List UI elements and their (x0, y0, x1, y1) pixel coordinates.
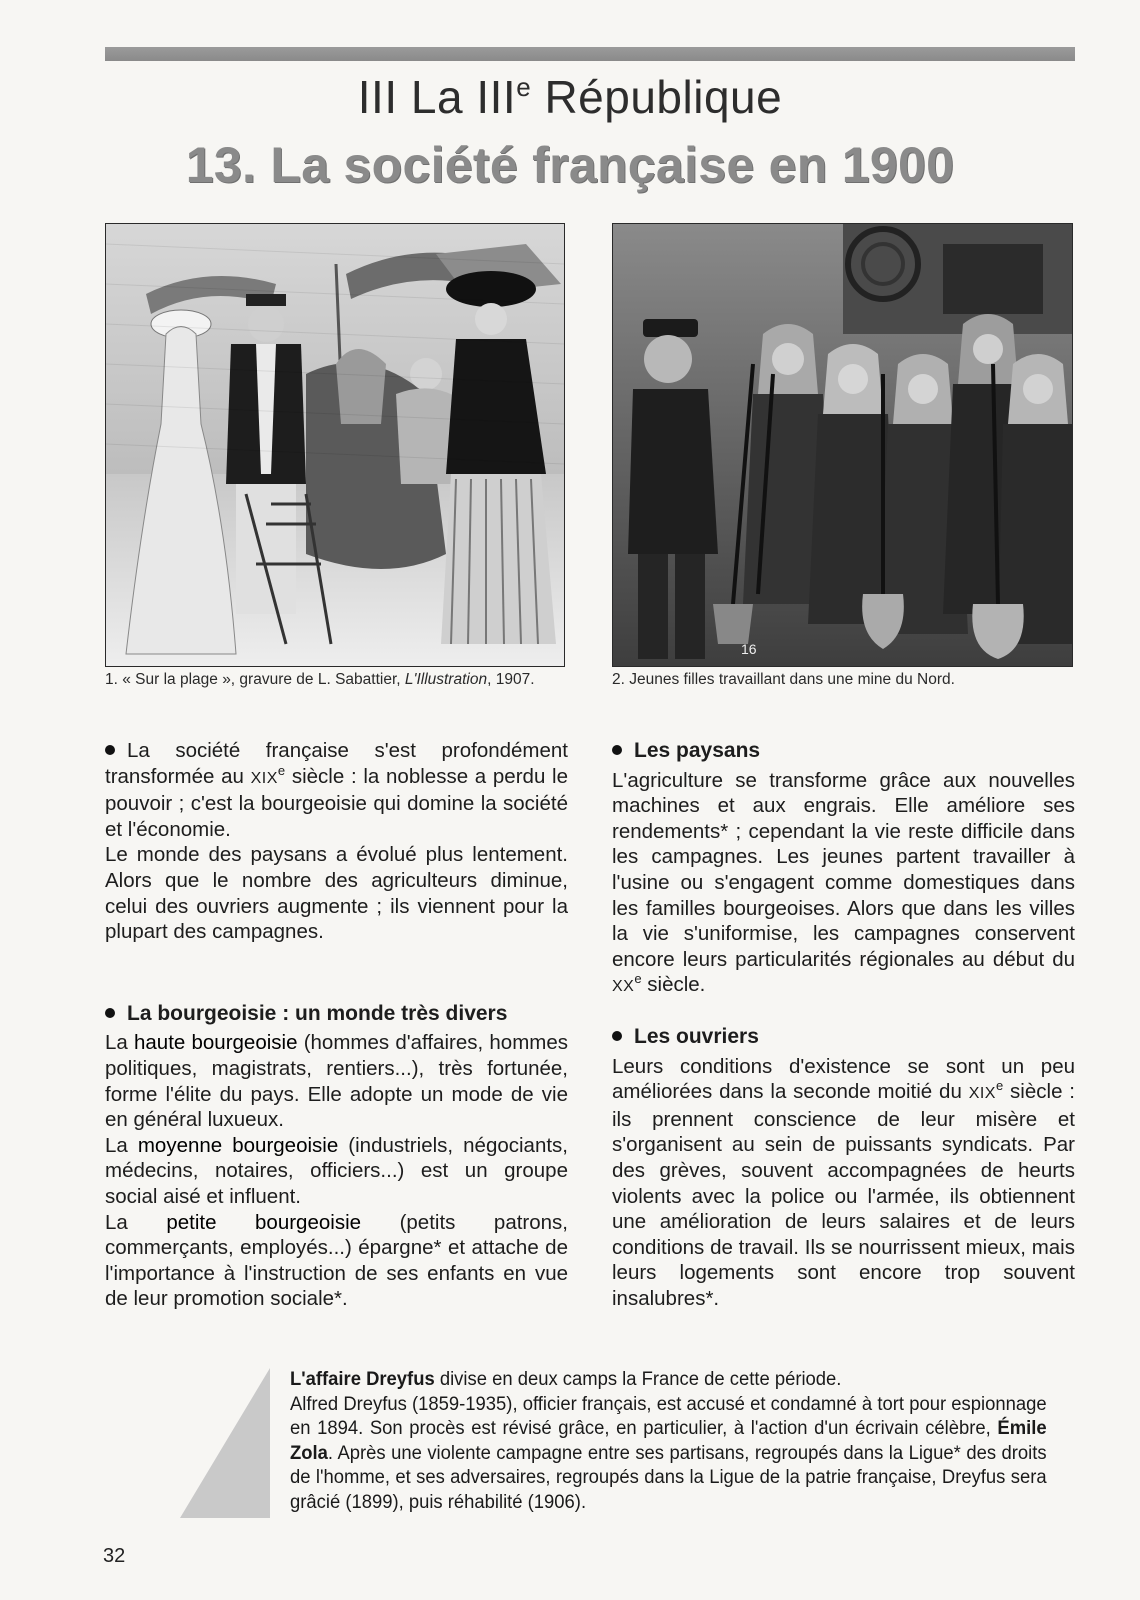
right-column (612, 738, 1075, 1311)
bullet-icon (612, 1031, 622, 1041)
caption-1-suffix: , 1907. (487, 671, 535, 688)
dreyfus-body: Alfred Dreyfus (1859-1935), officier français, est accusé et condamné à tort pour espionnage en 1894. Son procès est révisé grâce, en particulier, à l'action d'un écrivain célèbre, Émile Zola. Après une violente campagne entre ses partisans, regroupés dans la Ligue* des droits de l'homme, et ses adversaires, regroupés dans la Ligue de la patrie française, Dreyfus sera grâcié (1899), puis réhabilité (1906). (290, 1393, 1047, 1513)
bullet-icon (105, 745, 115, 755)
left-column (105, 738, 568, 1312)
moyenne-bourgeoisie-paragraph: La moyenne bourgeoisie (industriels, négociants, médecins, notaires, officiers...) est un groupe social aisé et influent. (105, 1133, 568, 1208)
header-rule (105, 47, 1075, 61)
paysans-heading: Les paysans (612, 738, 1075, 764)
section-sup: e (516, 72, 532, 102)
bourgeoisie-heading: La bourgeoisie : un monde très divers (105, 1001, 568, 1027)
dreyfus-intro: L'affaire Dreyfus divise en deux camps la France de cette période. (290, 1369, 842, 1390)
section-title (0, 70, 1140, 124)
chapter-title: 13. La société française en 1900 (185, 137, 955, 193)
dreyfus-box (290, 1368, 1047, 1516)
intro-paragraph-2: Le monde des paysans a évolué plus lentement. Alors que le nombre des agriculteurs diminue, celui des ouvriers augmente ; ils viennent pour la plupart des campagnes. (105, 843, 568, 944)
photo-corner-mark: 16 (741, 641, 757, 657)
section-prefix: III La III (357, 71, 517, 123)
section-suffix: République (531, 71, 783, 123)
mine-workers-photo (612, 223, 1073, 667)
bullet-icon (612, 745, 622, 755)
page-number: 32 (103, 1545, 126, 1567)
figure-1-caption (105, 670, 575, 689)
haute-bourgeoisie-paragraph: La haute bourgeoisie (hommes d'affaires, hommes politiques, magistrats, rentiers...), très fortunée, forme l'élite du pays. Elle adopte un mode de vie en général luxueux. (105, 1031, 568, 1132)
paysans-paragraph: L'agriculture se transforme grâce aux nouvelles machines et aux engrais. Elle améliore ses rendements* ; cependant la vie reste difficile dans les campagnes. Les jeunes partent travailler à l'usine ou s'engagent comme domestiques dans les familles bourgeoises. Alors que dans les villes la vie s'uniformise, les campagnes conservent encore leurs particularités régionales au début du XXe siècle. (612, 768, 1075, 997)
beach-engraving-image (105, 223, 565, 667)
bullet-icon (105, 1008, 115, 1018)
intro-paragraph: La société française s'est profondément transformée au XIXe siècle : la noblesse a perdu le pouvoir ; c'est la bourgeoisie qui domine la société et l'économie. (105, 739, 569, 841)
caption-1-prefix: 1. « Sur la plage », gravure de L. Sabattier, (105, 671, 405, 688)
decorative-triangle (180, 1368, 270, 1518)
caption-1-source: L'Illustration (404, 671, 488, 688)
figure-2-caption: 2. Jeunes filles travaillant dans une mine du Nord. (612, 671, 955, 688)
petite-bourgeoisie-paragraph: La petite bourgeoisie (petits patrons, commerçants, employés...) épargne* et attache de l'importance à l'instruction de ses enfants en vue de leur promotion sociale*. (105, 1210, 568, 1311)
ouvriers-heading: Les ouvriers (612, 1024, 1075, 1050)
ouvriers-paragraph: Leurs conditions d'existence se sont un peu améliorées dans la seconde moitié du XIXe siècle : ils prennent conscience de leur misère et s'organisent au sein de puissants syndicats. Par des grèves, souvent accompagnées de heurts violents avec la police ou l'armée, ils obtiennent une amélioration de leurs salaires et de leurs conditions de travail. Ils se nourrissent mieux, mais leurs logements sont encore trop souvent insalubres*. (612, 1054, 1075, 1310)
